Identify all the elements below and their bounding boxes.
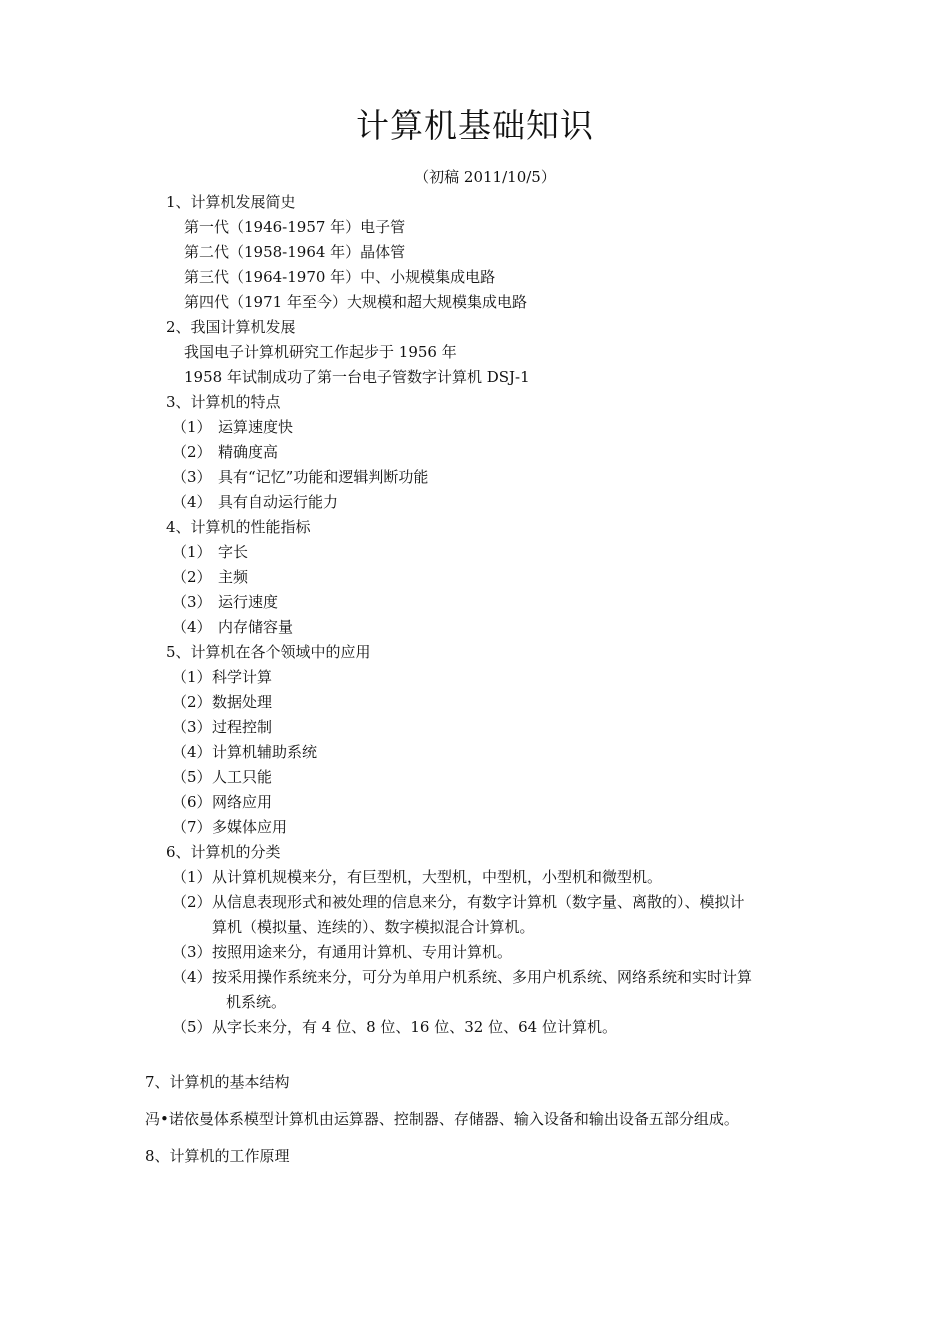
list-item: [172, 491, 338, 513]
item-text: 科学计算: [212, 668, 273, 686]
item-number: （4）: [172, 743, 212, 761]
list-item: [172, 941, 512, 963]
list-item: [172, 666, 272, 688]
list-item: [172, 791, 272, 813]
item-number: （7）: [172, 818, 212, 836]
list-item: [172, 466, 428, 488]
item-number: （3）: [172, 943, 212, 961]
item-text: 网络应用: [212, 793, 273, 811]
list-item: [172, 591, 278, 613]
item-text: 过程控制: [212, 718, 273, 736]
list-item: [172, 541, 248, 563]
item-number: （5）: [172, 768, 212, 786]
item-text: 按采用操作系统来分，可分为单用户机系统、多用户机系统、网络系统和实时计算: [212, 968, 753, 986]
list-item: [172, 766, 272, 788]
item-number: （2）: [172, 568, 212, 586]
list-item: 我国电子计算机研究工作起步于 1956 年: [184, 343, 457, 361]
list-item-continuation: 机系统。: [226, 993, 287, 1011]
item-number: （1）: [172, 668, 212, 686]
list-item: [172, 1016, 617, 1038]
item-text: 字长: [218, 543, 249, 561]
item-number: （3）: [172, 468, 212, 486]
list-item: 1958 年试制成功了第一台电子管数字计算机 DSJ-1: [184, 368, 530, 386]
list-item: [172, 716, 272, 738]
item-text: 从信息表现形式和被处理的信息来分，有数字计算机（数字量、离散的）、模拟计: [212, 893, 745, 911]
item-number: （3）: [172, 718, 212, 736]
item-number: （5）: [172, 1018, 212, 1036]
document-subtitle: （初稿 2011/10/5）: [414, 168, 556, 186]
section-heading-2: 2、我国计算机发展: [166, 318, 296, 336]
paragraph: 冯•诺依曼体系模型计算机由运算器、控制器、存储器、输入设备和输出设备五部分组成。: [145, 1110, 739, 1128]
section-heading-7: 7、计算机的基本结构: [145, 1073, 290, 1091]
section-heading-6: 6、计算机的分类: [166, 843, 281, 861]
item-text: 按照用途来分，有通用计算机、专用计算机。: [212, 943, 513, 961]
item-text: 运算速度快: [218, 418, 294, 436]
list-item: [172, 441, 278, 463]
item-number: （2）: [172, 443, 212, 461]
list-item: [172, 966, 752, 988]
list-item: 第二代（1958-1964 年）晶体管: [184, 243, 406, 261]
list-item: [172, 741, 317, 763]
list-item: [172, 691, 272, 713]
item-number: （1）: [172, 418, 212, 436]
section-heading-8: 8、计算机的工作原理: [145, 1147, 290, 1165]
item-text: 具有自动运行能力: [218, 493, 339, 511]
document-title: 计算机基础知识: [356, 106, 594, 145]
item-text: 从计算机规模来分，有巨型机，大型机，中型机，小型机和微型机。: [212, 868, 663, 886]
list-item: 第一代（1946-1957 年）电子管: [184, 218, 406, 236]
item-text: 具有“记忆”功能和逻辑判断功能: [218, 468, 429, 486]
list-item: [172, 566, 248, 588]
item-number: （4）: [172, 618, 212, 636]
item-number: （6）: [172, 793, 212, 811]
item-number: （2）: [172, 693, 212, 711]
item-text: 数据处理: [212, 693, 273, 711]
list-item: 第三代（1964-1970 年）中、小规模集成电路: [184, 268, 496, 286]
section-heading-1: 1、计算机发展简史: [166, 193, 296, 211]
item-text: 内存储容量: [218, 618, 294, 636]
section-heading-3: 3、计算机的特点: [166, 393, 281, 411]
item-text: 运行速度: [218, 593, 279, 611]
item-number: （4）: [172, 968, 212, 986]
list-item: 第四代（1971 年至今）大规模和超大规模集成电路: [184, 293, 527, 311]
item-text: 从字长来分，有 4 位、8 位、16 位、32 位、64 位计算机。: [212, 1018, 617, 1036]
item-text: 主频: [218, 568, 249, 586]
list-item: [172, 866, 662, 888]
item-number: （2）: [172, 893, 212, 911]
list-item-continuation: 算机（模拟量、连续的）、数字模拟混合计算机。: [212, 918, 535, 936]
item-text: 人工只能: [212, 768, 273, 786]
list-item: [172, 816, 287, 838]
item-number: （1）: [172, 868, 212, 886]
item-text: 计算机辅助系统: [212, 743, 318, 761]
item-text: 多媒体应用: [212, 818, 288, 836]
list-item: [172, 416, 293, 438]
item-number: （4）: [172, 493, 212, 511]
section-heading-4: 4、计算机的性能指标: [166, 518, 311, 536]
list-item: [172, 891, 745, 913]
item-text: 精确度高: [218, 443, 279, 461]
list-item: [172, 616, 293, 638]
item-number: （1）: [172, 543, 212, 561]
section-heading-5: 5、计算机在各个领域中的应用: [166, 643, 371, 661]
item-number: （3）: [172, 593, 212, 611]
